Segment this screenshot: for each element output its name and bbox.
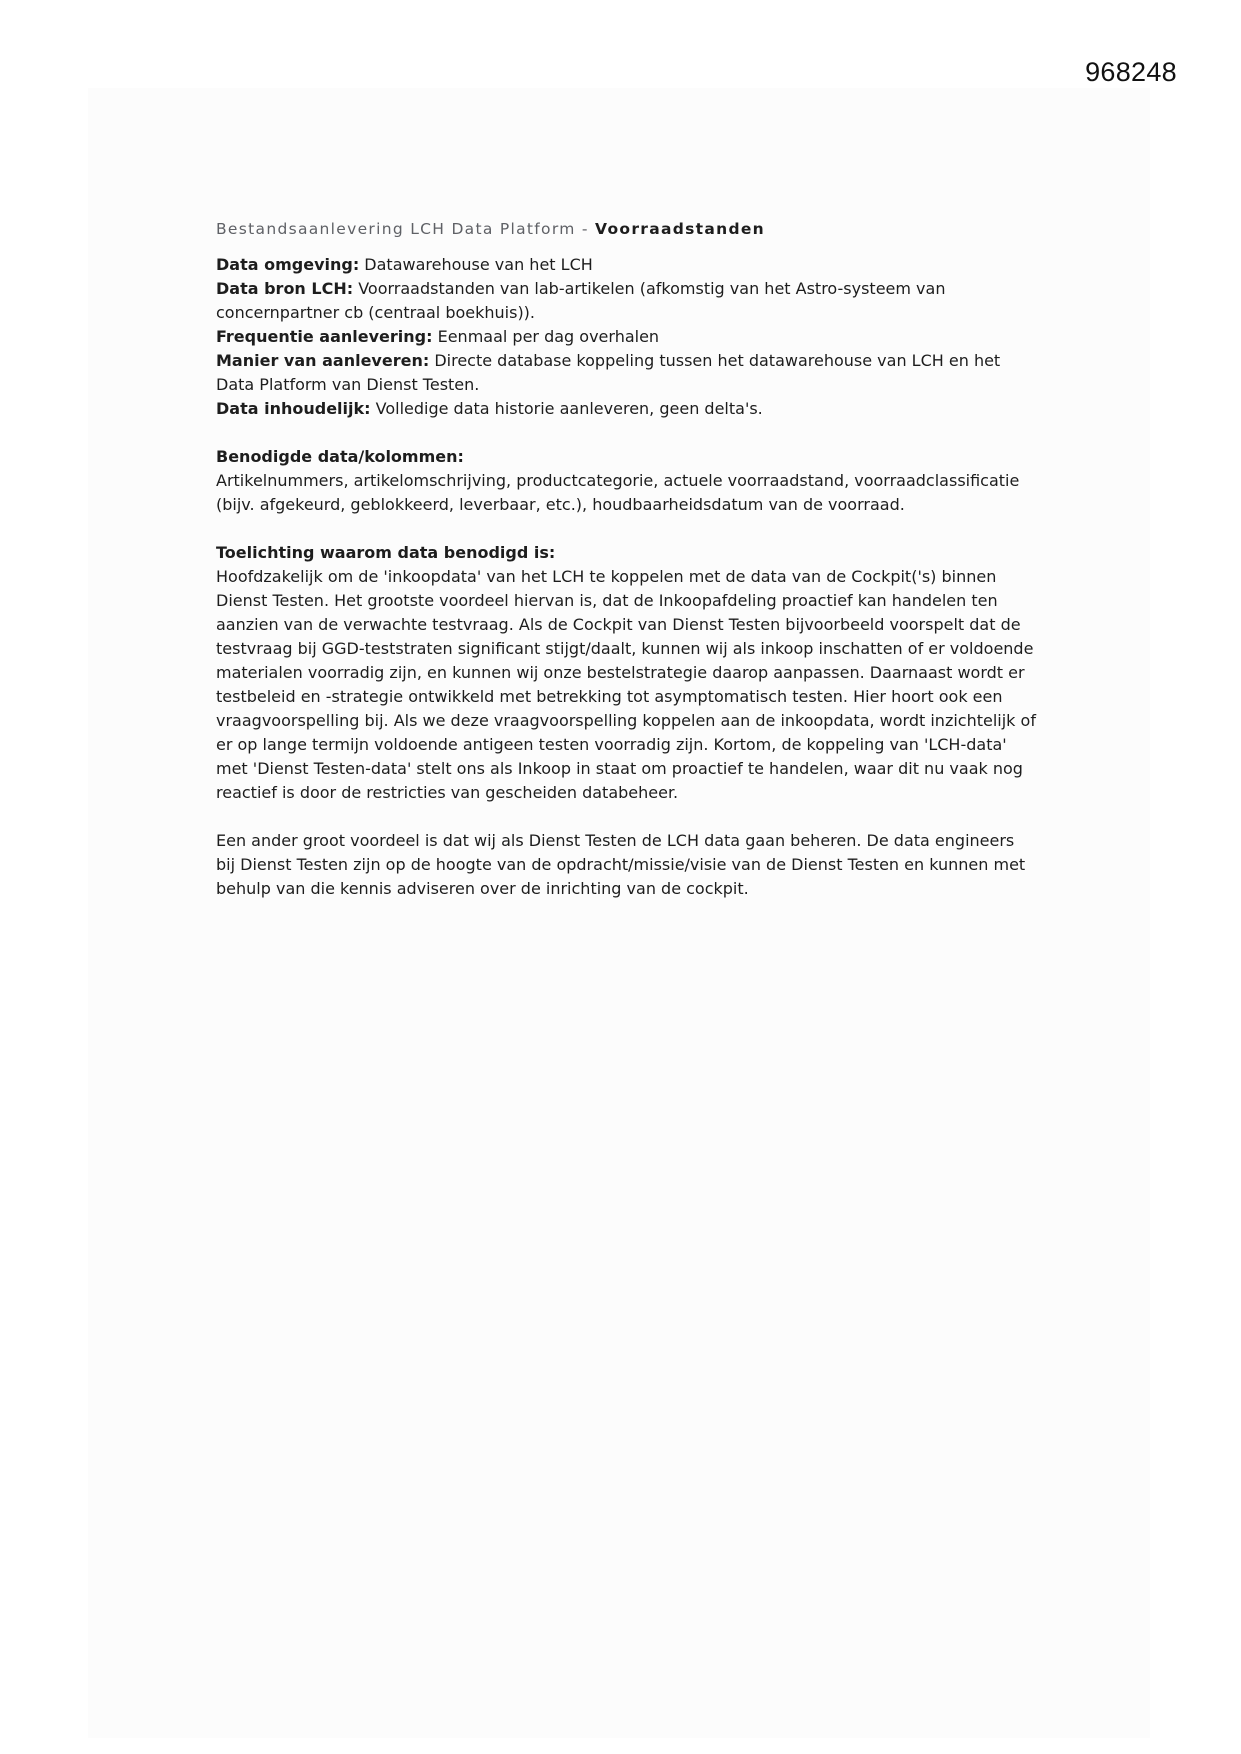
field-label: Data omgeving: [216, 255, 360, 274]
section-heading: Toelichting waarom data benodigd is: [216, 543, 556, 562]
field-frequentie [216, 325, 1036, 349]
section-heading: Benodigde data/kolommen: [216, 447, 464, 466]
field-value: Eenmaal per dag overhalen [432, 327, 660, 346]
field-value: Volledige data historie aanleveren, geen delta's. [370, 399, 763, 418]
field-manier-aanleveren [216, 349, 1036, 397]
field-data-inhoudelijk [216, 397, 1036, 421]
explanation-section [216, 541, 1036, 901]
field-data-bron [216, 277, 1036, 325]
field-label: Data inhoudelijk: [216, 399, 371, 418]
title-subject: Voorraadstanden [595, 220, 766, 238]
section-text: Artikelnummers, artikelomschrijving, productcategorie, actuele voorraadstand, voorraadclassificatie (bijv. afgekeurd, geblokkeerd, leverbaar, etc.), houdbaarheidsdatum van de voorraad. [216, 471, 1020, 514]
required-data-section [216, 445, 1036, 517]
document-body [216, 218, 1036, 901]
field-label: Manier van aanleveren: [216, 351, 430, 370]
title-prefix: Bestandsaanlevering LCH Data Platform - [216, 220, 595, 238]
document-id: 968248 [1085, 57, 1177, 87]
field-label: Data bron LCH: [216, 279, 354, 298]
field-data-omgeving [216, 253, 1036, 277]
paragraph: Hoofdzakelijk om de 'inkoopdata' van het LCH te koppelen met de data van de Cockpit('s) binnen Dienst Testen. Het grootste voordeel hiervan is, dat de Inkoopafdeling proactief kan handelen ten aanzien van de verwachte testvraag. Als de Cockpit van Dienst Testen bijvoorbeeld voorspelt dat de testvraag bij GGD-teststraten significant stijgt/daalt, kunnen wij als inkoop inschatten of er voldoende materialen voorradig zijn, en kunnen wij onze bestelstrategie daarop aanpassen. Daarnaast wordt er testbeleid en -strategie ontwikkeld met betrekking tot asymptomatisch testen. Hier hoort ook een vraagvoorspelling bij. Als we deze vraagvoorspelling koppelen aan de inkoopdata, wordt inzichtelijk of er op lange termijn voldoende antigeen testen voorradig zijn. Kortom, de koppeling van 'LCH-data' met 'Dienst Testen-data' stelt ons als Inkoop in staat om proactief te handelen, waar dit nu vaak nog reactief is door de restricties van gescheiden databeheer. [216, 567, 1036, 802]
field-value: Voorraadstanden van lab-artikelen (afkomstig van het Astro-systeem van concernpartner cb (centraal boekhuis)). [216, 279, 946, 322]
document-title [216, 218, 1036, 240]
paragraph: Een ander groot voordeel is dat wij als Dienst Testen de LCH data gaan beheren. De data engineers bij Dienst Testen zijn op de hoogte van de opdracht/missie/visie van de Dienst Testen en kunnen met behulp van die kennis adviseren over de inrichting van de cockpit. [216, 831, 1026, 898]
field-label: Frequentie aanlevering: [216, 327, 433, 346]
field-value: Datawarehouse van het LCH [359, 255, 593, 274]
metadata-fields [216, 253, 1036, 421]
field-value: Directe database koppeling tussen het datawarehouse van LCH en het Data Platform van Dienst Testen. [216, 351, 1001, 394]
